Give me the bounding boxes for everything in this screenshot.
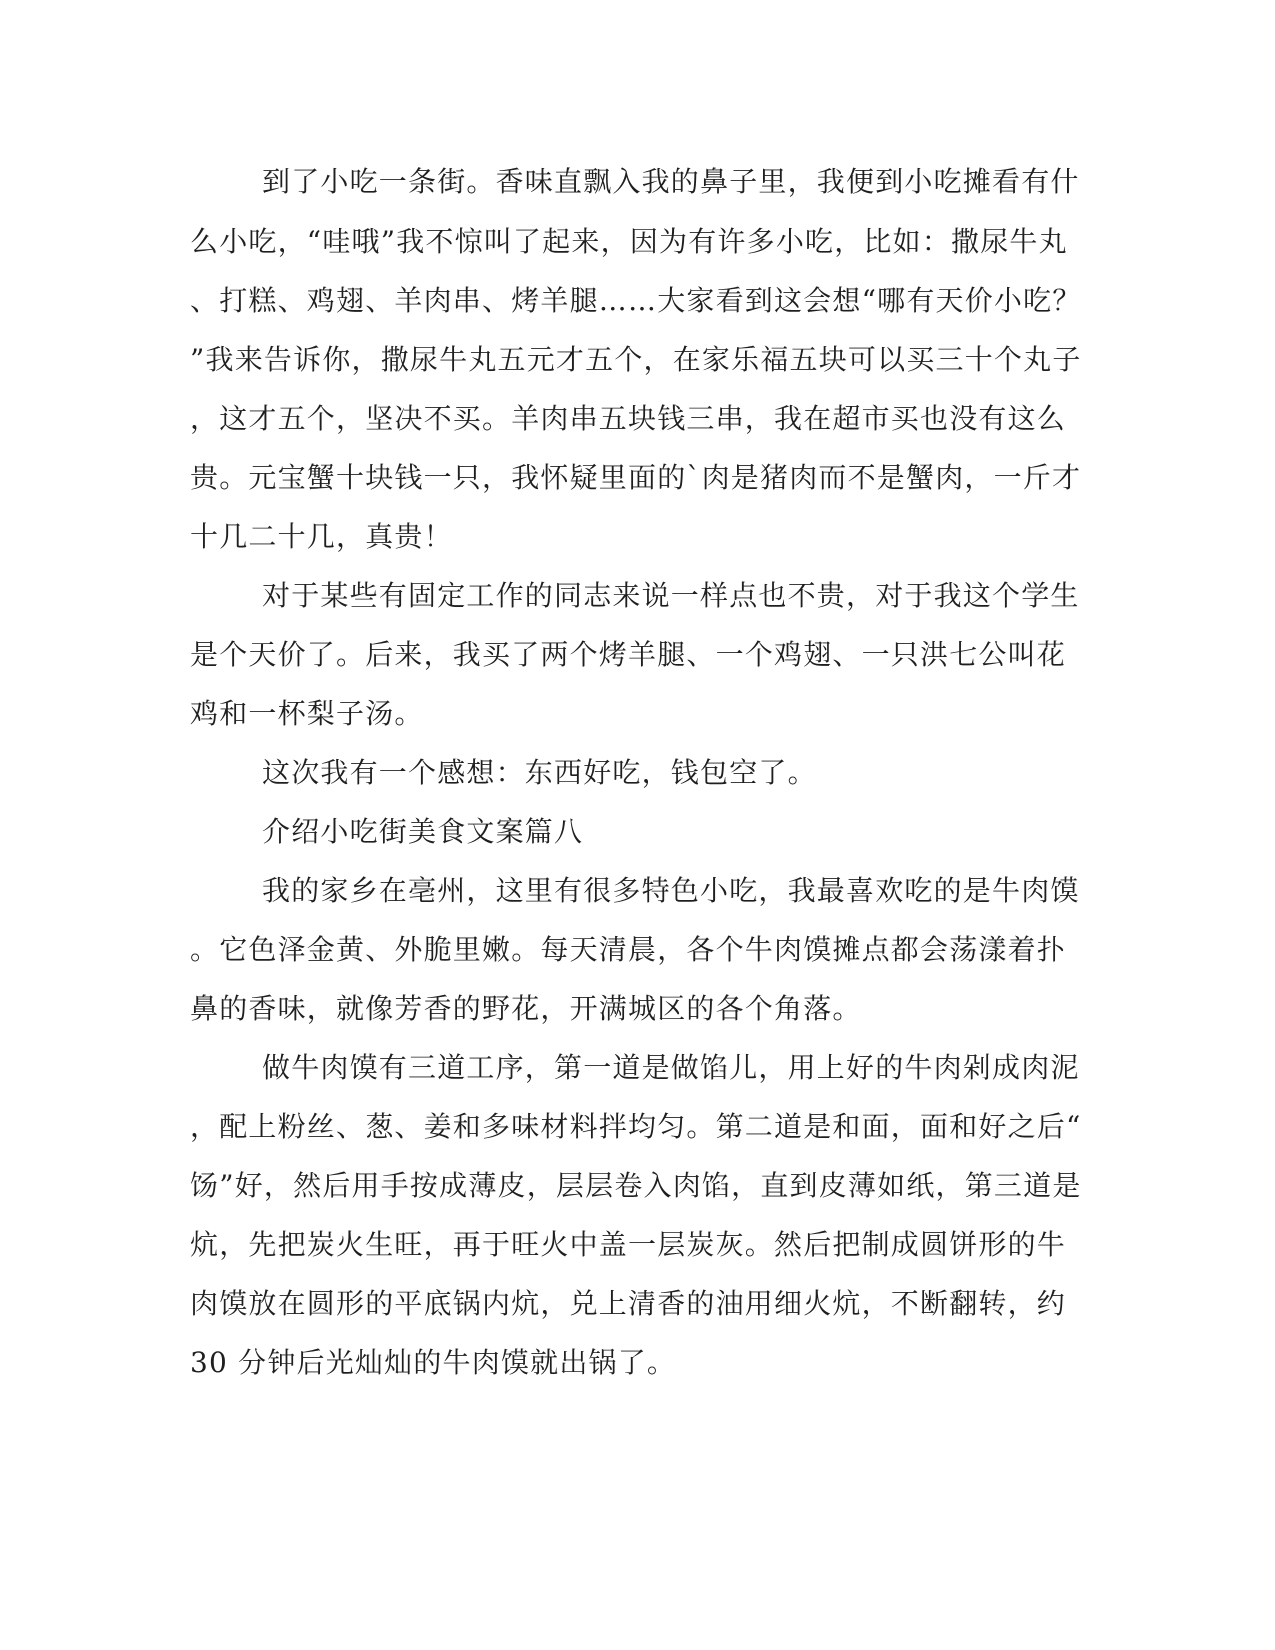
text-line: 饧”好，然后用手按成薄皮，层层卷入肉馅，直到皮薄如纸，第三道是	[190, 1169, 1082, 1202]
text-line: 、打糕、鸡翅、羊肉串、烤羊腿……大家看到这会想“哪有天价小吃？	[190, 284, 1082, 317]
text-line: ”我来告诉你，撒尿牛丸五元才五个，在家乐福五块可以买三十个丸子	[190, 343, 1082, 376]
text-line: 鸡和一杯梨子汤。	[190, 697, 424, 730]
text-line: 30 分钟后光灿灿的牛肉馍就出锅了。	[190, 1346, 677, 1379]
text-line: 这次我有一个感想：东西好吃，钱包空了。	[262, 756, 817, 789]
text-line: 十几二十几，真贵！	[190, 520, 453, 553]
text-line: 我的家乡在亳州，这里有很多特色小吃，我最喜欢吃的是牛肉馍	[262, 874, 1080, 907]
text-line: 么小吃，“哇哦”我不惊叫了起来，因为有许多小吃，比如：撒尿牛丸	[190, 225, 1068, 258]
text-line: 贵。元宝蟹十块钱一只，我怀疑里面的`肉是猪肉而不是蟹肉，一斤才	[190, 461, 1082, 494]
text-line: 肉馍放在圆形的平底锅内炕，兑上清香的油用细火炕，不断翻转，约	[190, 1287, 1067, 1320]
text-line: 做牛肉馍有三道工序，第一道是做馅儿，用上好的牛肉剁成肉泥	[262, 1051, 1080, 1084]
text-line: 。它色泽金黄、外脆里嫩。每天清晨，各个牛肉馍摊点都会荡漾着扑	[190, 933, 1067, 966]
text-line: 对于某些有固定工作的同志来说一样点也不贵，对于我这个学生	[262, 579, 1080, 612]
text-line: 炕，先把炭火生旺，再于旺火中盖一层炭灰。然后把制成圆饼形的牛	[190, 1228, 1067, 1261]
text-line: 是个天价了。后来，我买了两个烤羊腿、一个鸡翅、一只洪七公叫花	[190, 638, 1067, 671]
text-line: ，配上粉丝、葱、姜和多味材料拌均匀。第二道是和面，面和好之后“	[190, 1110, 1082, 1143]
section-heading: 介绍小吃街美食文案篇八	[262, 815, 584, 848]
text-line: 鼻的香味，就像芳香的野花，开满城区的各个角落。	[190, 992, 862, 1025]
text-line: ，这才五个，坚决不买。羊肉串五块钱三串，我在超市买也没有这么	[190, 402, 1067, 435]
text-line: 到了小吃一条街。香味直飘入我的鼻子里，我便到小吃摊看有什	[262, 165, 1080, 198]
